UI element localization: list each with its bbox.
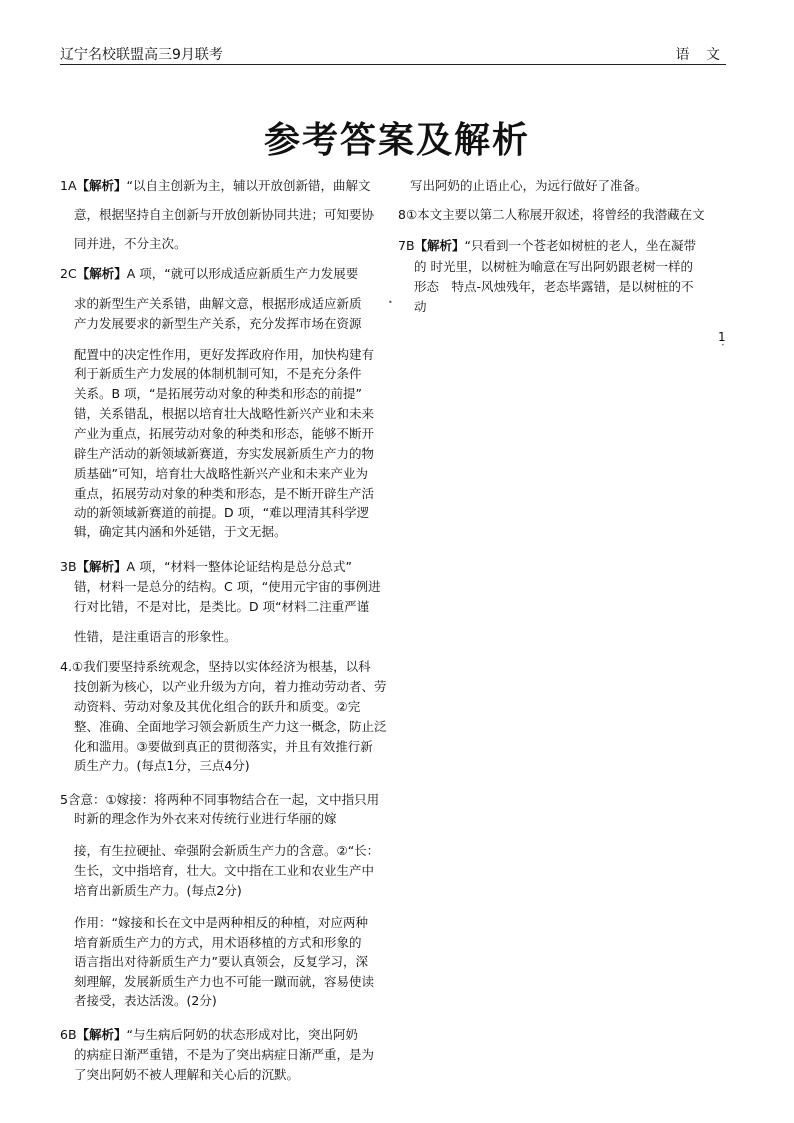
q4-line-4: 整、准确、全面地学习领会新质生产力这一概念，防止泛 (74, 719, 387, 734)
page-title: 参考答案及解析 (263, 119, 530, 161)
q4-line-1: 4.①我们要坚持系统观念，坚持以实体经济为根基，以科 (60, 659, 371, 674)
q1-text: “以自主创新为主，辅以开放创新错，曲解文 (126, 178, 371, 193)
q2-line-13: 辑，确定其内涵和外延错，于文无据。 (74, 524, 287, 539)
q6-number: 6B (60, 1027, 77, 1042)
q5-line-3: 接，有生拉硬扯、牵强附会新质生产力的含意。②“长： (74, 843, 380, 858)
q6-tag: 【解析】 (76, 1027, 127, 1042)
q7-line-1 (398, 236, 696, 256)
q3-text: A 项，“材料一整体论证结构是总分总式” (126, 559, 353, 574)
q2-line-7: 错，关系错乱，根据以培育壮大战略性新兴产业和未来 (74, 406, 375, 421)
q5-line-6: 作用：“嫁接和长在文中是两种相反的种植，对应两种 (74, 915, 368, 930)
q2-line-2: 求的新型生产关系错，曲解文意，根据形成适应新质 (74, 296, 362, 311)
q7-text: “只看到一个苍老如树桩的老人，坐在凝带 (464, 238, 697, 253)
q2-text: A 项，“就可以形成适应新质生产力发展要 (126, 266, 359, 281)
q4-line-6: 质生产力。(每点1分，三点4分) (74, 758, 250, 773)
q2-line-5: 利于新质生产力发展的体制机制可知，不是充分条件 (74, 366, 362, 381)
q2-tag: 【解析】 (76, 266, 127, 281)
q3-tag: 【解析】 (76, 559, 127, 574)
q1-line-3: 同并进，不分主次。 (74, 236, 187, 251)
q4-line-2: 技创新为核心，以产业升级为方向，着力推动劳动者、劳 (74, 679, 387, 694)
q3-line-1 (60, 557, 352, 577)
q5-line-7: 培育新质生产力的方式，用术语移植的方式和形象的 (74, 935, 362, 950)
q5-line-5: 培育出新质生产力。(每点2分) (74, 883, 242, 898)
q2-line-4: 配置中的决定性作用，更好发挥政府作用，加快构建有 (74, 347, 375, 362)
q2-line-12: 动的新领域新赛道的前提。D 项，“难以理清其科学逻 (74, 505, 370, 520)
q1-number: 1A (60, 178, 77, 193)
q3-line-4: 性错，是注重语言的形象性。 (74, 629, 237, 644)
q2-line-1 (60, 264, 358, 284)
q3-line-2: 错，材料一是总分的结构。C 项，“使用元宇宙的事例进 (74, 579, 381, 594)
q5-line-8: 语言指出对待新质生产力”要认真领会，反复学习，深 (74, 954, 368, 969)
q1-line-2: 意，根据坚持自主创新与开放创新协同共进；可知要协 (74, 207, 375, 222)
q2-line-8: 产业为重点，拓展劳动对象的种类和形态，能够不断开 (74, 426, 375, 441)
q1-line-1 (60, 176, 371, 196)
q7-line-2: 的 时光里，以树桩为喻意在写出阿奶跟老树一样的 (414, 259, 693, 274)
q3-number: 3B (60, 559, 77, 574)
q5-line-10: 者接受，表达活泼。(2分) (74, 993, 217, 1008)
q3-line-3: 行对比错，不是对比，是类比。D 项“材料二注重严谨 (74, 599, 370, 614)
q6-line-3: 了突出阿奶不被人理解和关心后的沉默。 (74, 1067, 300, 1082)
stray-mark-2: • (721, 342, 725, 349)
q7-number: 7B (398, 238, 415, 253)
q5-line-1: 5含意：①嫁接：将两种不同事物结合在一起，文中指只用 (60, 792, 380, 807)
q6-line-1 (60, 1025, 358, 1045)
q7-line-4: 动 (414, 299, 427, 314)
q5-line-9: 刻理解，发展新质生产力也不可能一蹴而就，容易使读 (74, 974, 375, 989)
q2-line-3: 产力发展要求的新型生产关系，充分发挥市场在资源 (74, 316, 362, 331)
page-number: 1 (718, 330, 726, 344)
q4-line-3: 动资料、劳动对象及其优化组合的跃升和质变。②完 (74, 699, 361, 714)
q5-line-2: 时新的理念作为外衣来对传统行业进行华丽的嫁 (74, 811, 337, 826)
q6-line-2: 的病症日渐严重错，不是为了突出病症日渐严重，是为 (74, 1047, 375, 1062)
q7-line-3: 形态 特点-风烛残年，老态毕露错，是以树桩的不 (414, 279, 694, 294)
q7-tag: 【解析】 (414, 238, 465, 253)
q5-line-4: 生长，文中指培育，壮大。文中指在工业和农业生产中 (74, 863, 375, 878)
page-header (60, 44, 726, 65)
header-subject: 语 文 (675, 47, 726, 63)
stray-mark: • (388, 298, 393, 307)
q2-line-6: 关系。B 项，“是拓展劳动对象的种类和形态的前提” (74, 386, 363, 401)
q2-number: 2C (60, 266, 77, 281)
q2-line-9: 辟生产活动的新领域新赛道，夯实发展新质生产力的物 (74, 446, 375, 461)
q4-line-5: 化和滥用。③要做到真正的贯彻落实，并且有效推行新 (74, 739, 373, 754)
q1-tag: 【解析】 (76, 178, 127, 193)
q7-prev-line: 写出阿奶的止语止心，为远行做好了准备。 (410, 178, 648, 193)
q2-line-11: 重点，拓展劳动对象的种类和形态，是不断开辟生产活 (74, 486, 375, 501)
q8-line-1: 8①本文主要以第二人称展开叙述，将曾经的我潜藏在文 (398, 207, 705, 222)
header-exam-name: 辽宁名校联盟高三9月联考 (60, 47, 223, 63)
q2-line-10: 质基础”可知，培育壮大战略性新兴产业和未来产业为 (74, 466, 368, 481)
q6-text: “与生病后阿奶的状态形成对比，突出阿奶 (126, 1027, 359, 1042)
